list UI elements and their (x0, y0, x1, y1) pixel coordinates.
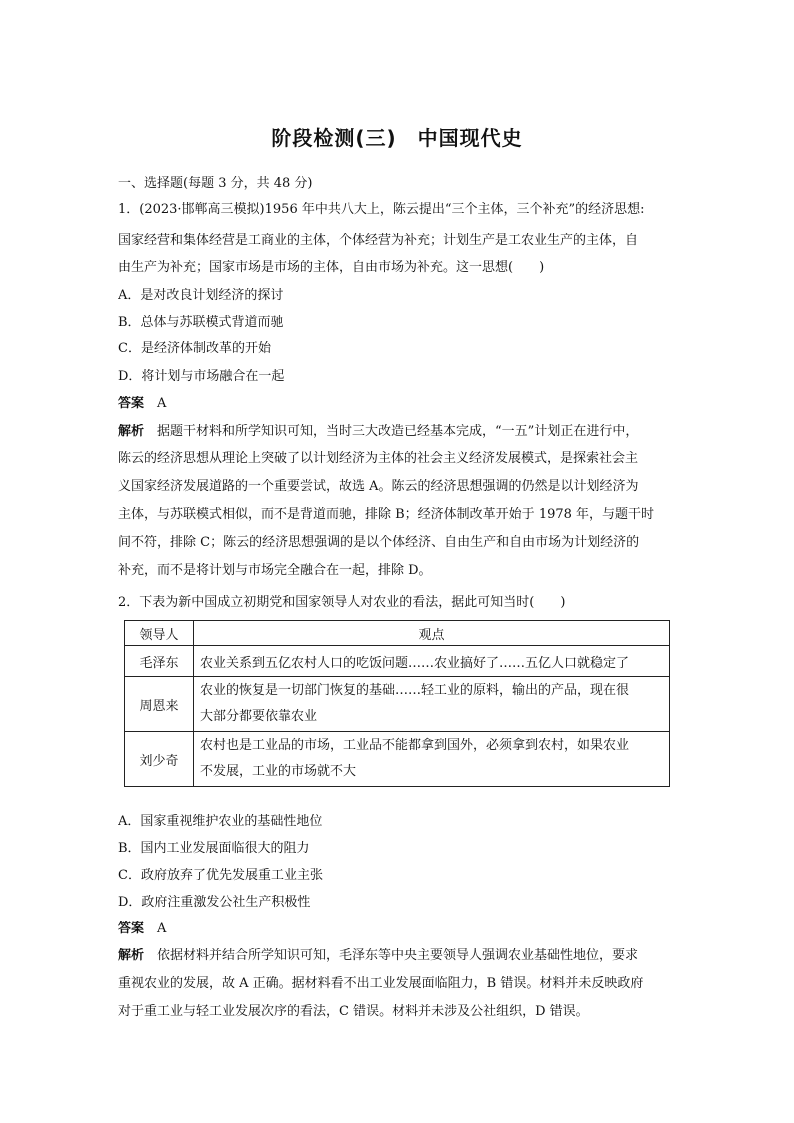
q1-answer-value: A (157, 396, 167, 411)
q2-answer-value: A (157, 921, 167, 936)
q1-stem-line: 由生产为补充；国家市场是市场的主体，自由市场为补充。这一思想( ) (118, 260, 545, 275)
leaders-views-table (124, 620, 670, 787)
q2-analysis-text: 依据材料并结合所学知识可知，毛泽东等中央主要领导人强调农业基础性地位，要求 (157, 948, 639, 963)
q1-analysis-label: 解析 (118, 424, 145, 439)
view-line: 农业关系到五亿农村人口的吃饭问题……农业搞好了……五亿人口就稳定了 (200, 655, 630, 671)
q2-analysis-line (118, 948, 678, 964)
q1-option-c: C．是经济体制改革的开始 (118, 341, 271, 356)
q2-option-b: B．国内工业发展面临很大的阻力 (118, 841, 310, 856)
table-header-row (125, 621, 670, 646)
q2-stem: 2．下表为新中国成立初期党和国家领导人对农业的看法，据此可知当时( ) (118, 595, 566, 610)
view-cell (194, 646, 670, 677)
page-title: 阶段检测(三) 中国现代史 (271, 126, 523, 150)
table-row (125, 677, 670, 732)
q1-analysis-line: 陈云的经济思想从理论上突破了以计划经济为主体的社会主义经济发展模式，是探索社会主 (118, 451, 639, 466)
q1-stem-line: 国家经营和集体经营是工商业的主体，个体经营为补充；计划生产是工农业生产的主体，自 (118, 233, 639, 248)
q1-analysis-line (118, 424, 678, 440)
q2-option-d: D．政府注重激发公社生产积极性 (118, 895, 311, 910)
q2-answer (118, 921, 678, 937)
view-line: 大部分都要依靠农业 (200, 709, 318, 724)
table-row (125, 646, 670, 677)
q1-analysis-line: 补充，而不是将计划与市场完全融合在一起，排除 D。 (118, 563, 432, 578)
q1-option-d: D．将计划与市场融合在一起 (118, 369, 285, 384)
q2-option-a: A．国家重视维护农业的基础性地位 (118, 814, 323, 829)
q1-option-b: B．总体与苏联模式背道而驰 (118, 315, 284, 330)
q1-analysis-line: 义国家经济发展道路的一个重要尝试，故选 A。陈云的经济思想强调的仍然是以计划经济为 (118, 479, 639, 494)
q1-answer-label: 答案 (118, 396, 145, 411)
q1-answer (118, 396, 678, 412)
q2-option-c: C．政府放弃了优先发展重工业主张 (118, 868, 323, 883)
table-header-cell: 观点 (194, 621, 670, 646)
q1-option-a: A．是对改良计划经济的探讨 (118, 288, 284, 303)
view-line: 农村也是工业品的市场，工业品不能都拿到国外，必须拿到农村，如果农业 (200, 738, 630, 753)
table-row (125, 732, 670, 787)
q1-stem-line: 1．(2023·邯郸高三模拟)1956 年中共八大上，陈云提出“三个主体，三个补充”的经济思想: (118, 202, 645, 217)
q1-analysis-line: 间不符，排除 C；陈云的经济思想强调的是以个体经济、自由生产和自由市场为计划经济的 (118, 535, 640, 550)
leader-cell: 周恩来 (125, 677, 194, 732)
section-heading: 一、选择题(每题 3 分，共 48 分) (118, 176, 313, 191)
q2-analysis-line: 对于重工业与轻工业发展次序的看法，C 错误。材料并未涉及公社组织，D 错误。 (118, 1004, 589, 1019)
q2-analysis-line: 重视农业的发展，故 A 正确。据材料看不出工业发展面临阻力，B 错误。材料并未反映政府 (118, 976, 644, 991)
view-line: 农业的恢复是一切部门恢复的基础……轻工业的原料，输出的产品，现在很 (200, 683, 630, 698)
q1-analysis-line: 主体，与苏联模式相似，而不是背道而驰，排除 B；经济体制改革开始于 1978 年，与题干时 (118, 507, 655, 522)
q2-answer-label: 答案 (118, 921, 145, 936)
view-cell (194, 677, 670, 732)
table-header-cell: 领导人 (125, 621, 194, 646)
q1-analysis-text: 据题干材料和所学知识可知，当时三大改造已经基本完成，“一五”计划正在进行中， (157, 424, 639, 439)
view-line: 不发展，工业的市场就不大 (200, 764, 357, 779)
view-cell (194, 732, 670, 787)
leader-cell: 毛泽东 (125, 646, 194, 677)
q2-analysis-label: 解析 (118, 948, 145, 963)
leader-cell: 刘少奇 (125, 732, 194, 787)
